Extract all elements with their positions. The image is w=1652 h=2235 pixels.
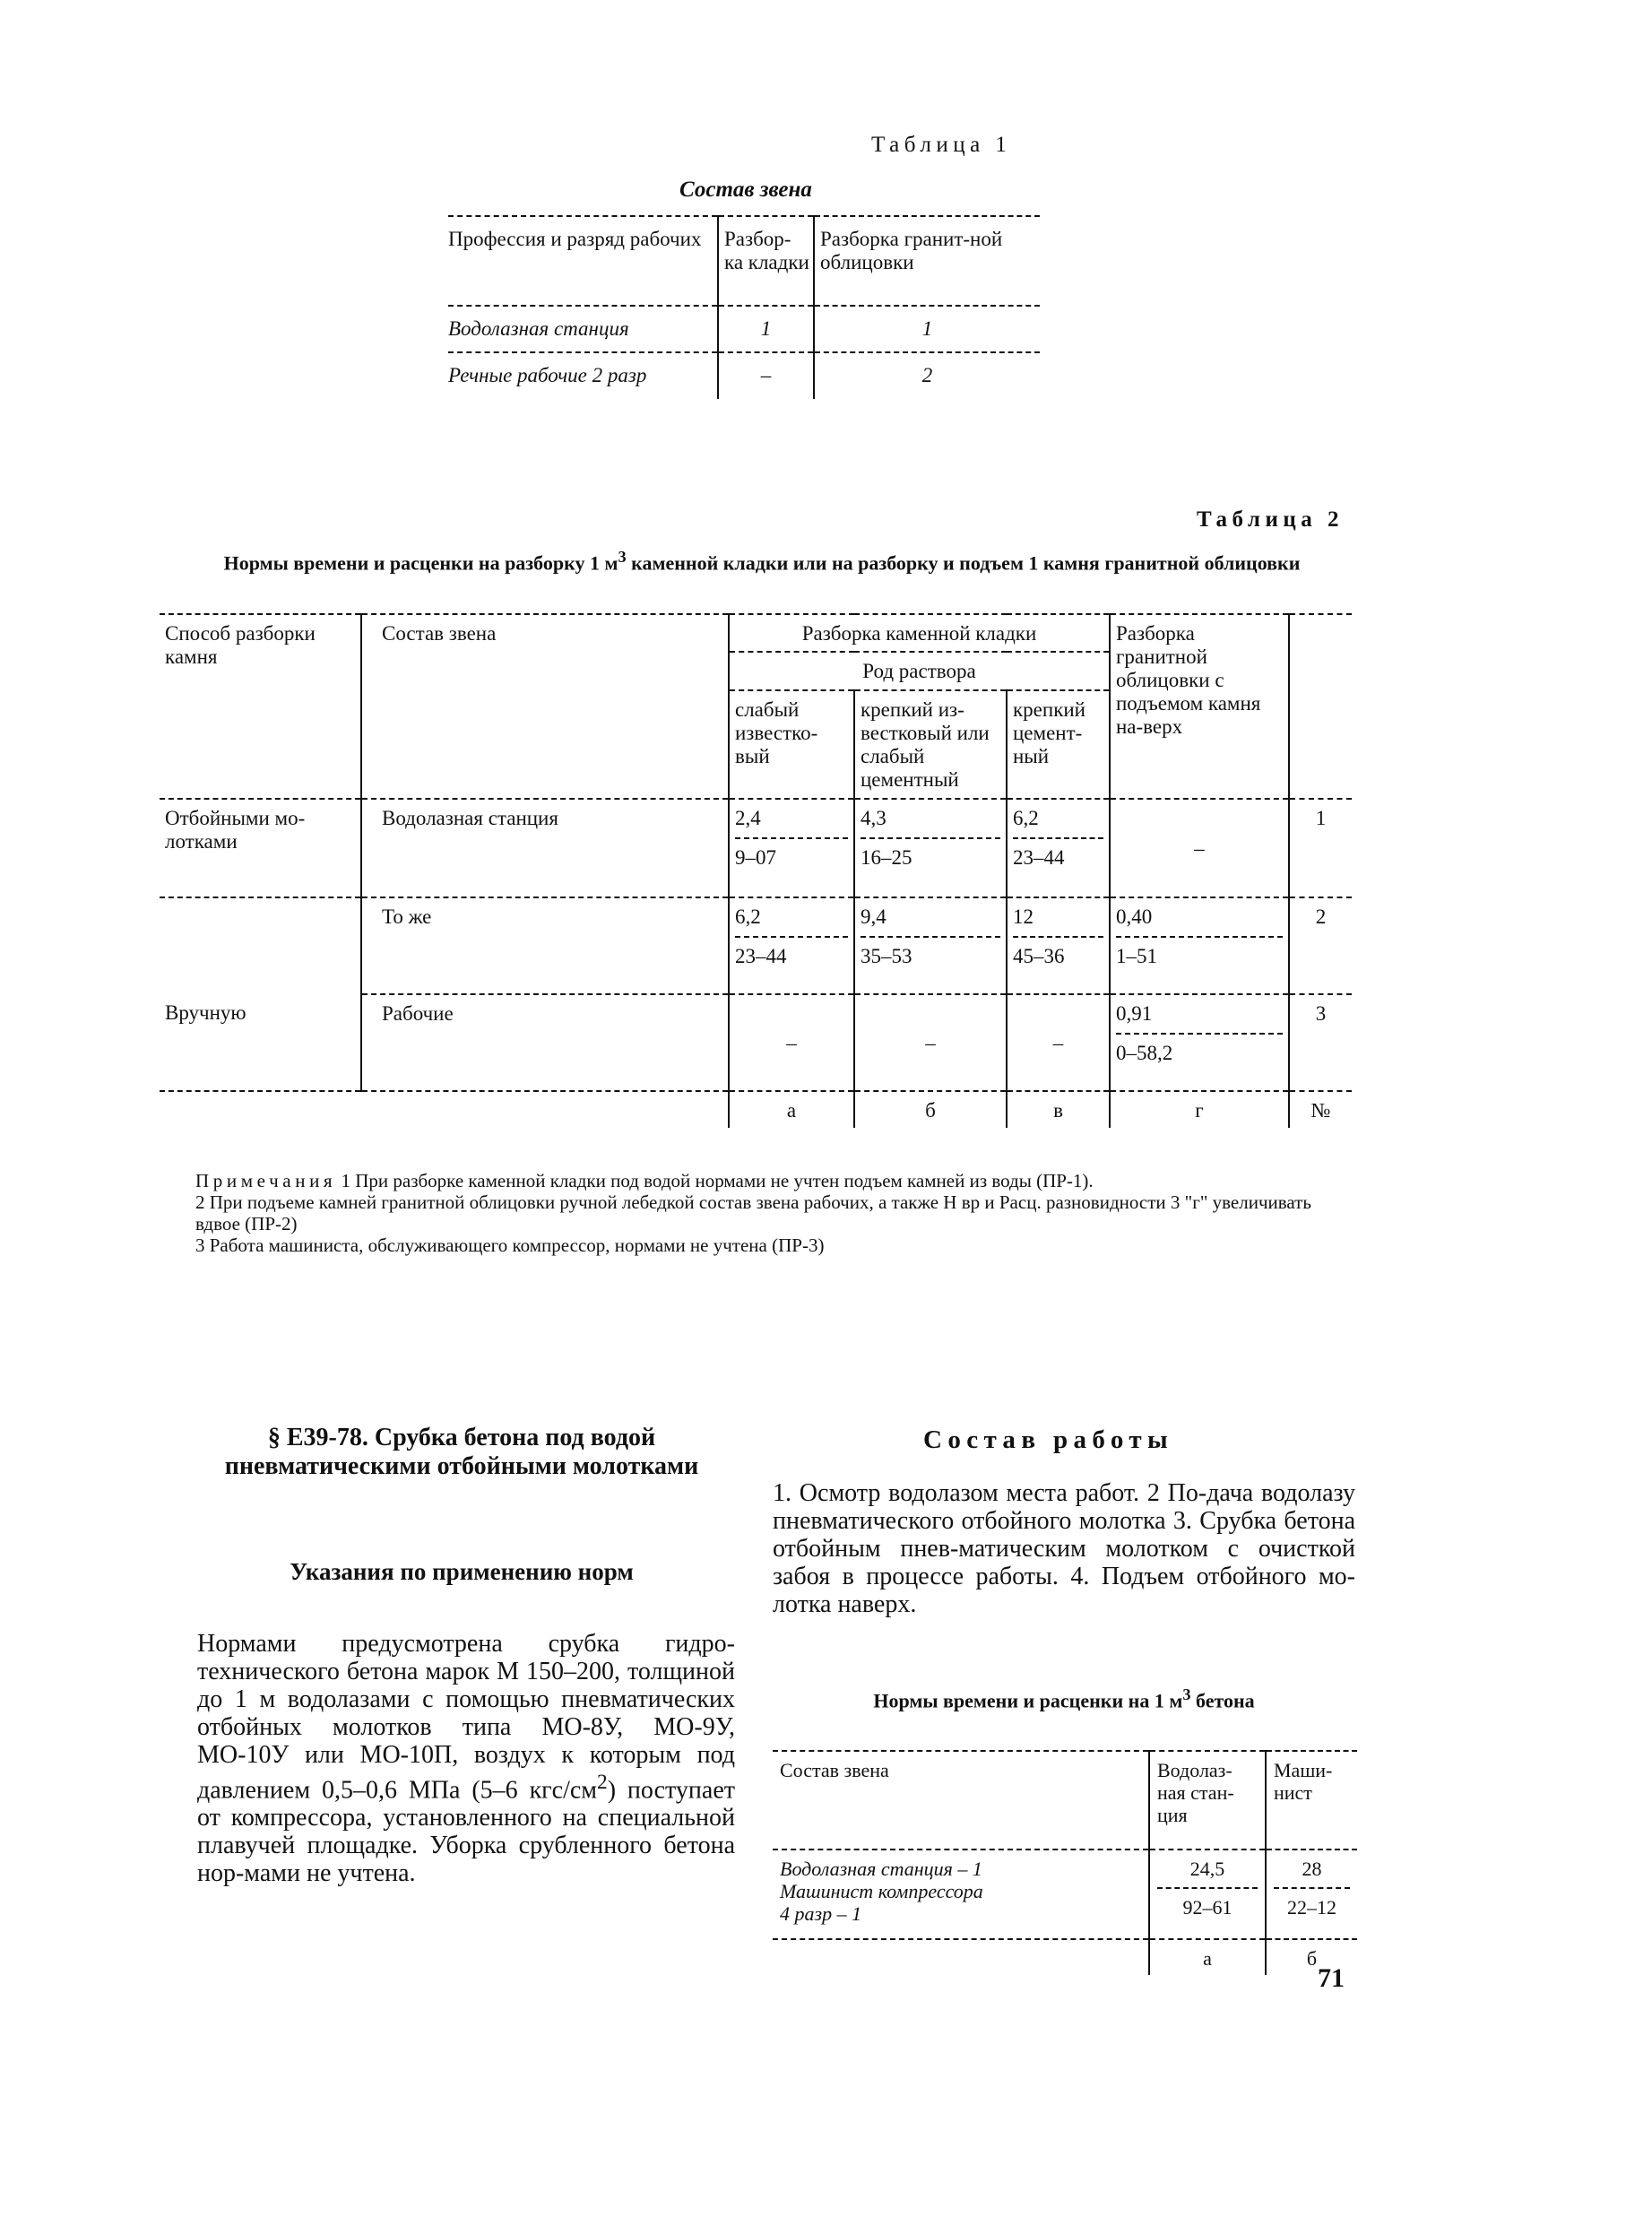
table2-header-strong-cement: крепкий цемент-ный — [1007, 690, 1110, 799]
table2-row1-c: 6,2 23–44 — [1007, 799, 1110, 897]
table2-row3-g: 0,91 0–58,2 — [1110, 994, 1289, 1091]
table3-footer-b: б — [1266, 1939, 1357, 1975]
table2 — [160, 613, 1352, 1128]
table3-title: Нормы времени и расценки на 1 $м^3$ бетона — [873, 1685, 1255, 1712]
table2-header-granite: Разборка гранитной облицовки с подъемом камня на-верх — [1110, 614, 1289, 799]
table2-row1-g: – — [1110, 799, 1289, 897]
table2-row3-crew: Рабочие — [361, 994, 729, 1091]
table2-notes — [195, 1170, 1352, 1256]
table2-header-weak-lime: слабый известко-вый — [729, 690, 854, 799]
table2-header-crew: Состав звена — [361, 614, 729, 799]
table2-row2-crew: То же — [361, 897, 729, 994]
table1-title: Состав звена — [679, 178, 812, 202]
table2-row3-b: – — [854, 994, 1007, 1091]
table2-row1-crew: Водолазная станция — [361, 799, 729, 897]
guidelines-text: Нормами предусмотрена срубка гидро-технического бетона марок М 150–200, толщиной до 1 м водолазами с помощью пневматических отбойных молотков типа МО-8У, МО-9У, МО-10У или МО-10П, воздух к которым под давлением 0,5–0,6 МПа (5–6 кгс/$см^2$) поступает от компрессора, установленного на специальной плавучей площадке. Уборка срубленного бетона нор-мами не учтена. — [197, 1630, 735, 1888]
work-composition-text: 1. Осмотр водолазом места работ. 2 По-дача водолазу пневматического отбойного молотка 3. Срубка бетона отбойным пнев-матическим молотком с очисткой забоя в процессе работы. 4. Подъем отбойного мо-лотка наверх. — [773, 1479, 1355, 1618]
note-1: Примечания 1 При разборке каменной кладки под водой нормами не учтен подъем камней из воды (ПР-1). — [195, 1170, 1094, 1191]
table2-header-strong-lime: крепкий из-вестковый или слабый цементный — [854, 690, 1007, 799]
table3-machinist-value: 28 22–12 — [1266, 1850, 1357, 1939]
table2-row2-a: 6,2 23–44 — [729, 897, 854, 994]
table2-footer-a: а — [729, 1091, 854, 1128]
section-title: § Е39-78. Срубка бетона под водой пневматическими отбойными молотками — [224, 1424, 699, 1480]
table3-diver-value: 24,5 92–61 — [1149, 1850, 1266, 1939]
table1 — [448, 215, 1040, 399]
table2-row2-c: 12 45–36 — [1007, 897, 1110, 994]
table1-row1-masonry: 1 — [718, 306, 814, 352]
note-3: 3 Работа машиниста, обслуживающего компрессор, нормами не учтена (ПР-3) — [195, 1234, 825, 1256]
table2-row1-method: Отбойными мо-лотками — [160, 799, 361, 897]
table2-row3-c: – — [1007, 994, 1110, 1091]
table2-row3-a: – — [729, 994, 854, 1091]
table2-footer-num: № — [1289, 1091, 1352, 1128]
table2-caption: Таблица 2 — [1197, 507, 1345, 532]
table1-header-masonry: Разбор-ка кладки — [718, 216, 814, 306]
table1-row1-crew: Водолазная станция — [448, 306, 718, 352]
table1-caption: Таблица 1 — [871, 133, 1012, 157]
table2-row2-num: 2 — [1289, 897, 1352, 994]
table2-row2-b: 9,4 35–53 — [854, 897, 1007, 994]
work-composition-title: Состав работы — [923, 1425, 1174, 1454]
table3 — [773, 1750, 1357, 1975]
table3-footer-a: а — [1149, 1939, 1266, 1975]
table2-footer-g: г — [1110, 1091, 1289, 1128]
table2-title: Нормы времени и расценки на разборку 1 $м^3$ каменной кладки или на разборку и подъем 1 камня гранитной облицовки — [223, 548, 1301, 575]
table2-footer-b: б — [854, 1091, 1007, 1128]
table2-header-mortar: Род раствора — [729, 652, 1110, 689]
table2-row2-method — [160, 897, 361, 994]
table2-row1-b: 4,3 16–25 — [854, 799, 1007, 897]
guidelines-title: Указания по применению норм — [290, 1558, 634, 1585]
page-number: 71 — [1318, 1963, 1345, 1993]
table2-row3-num: 3 — [1289, 994, 1352, 1091]
table2-row1-num: 1 — [1289, 799, 1352, 897]
table1-row2-crew: Речные рабочие 2 разр — [448, 352, 718, 399]
table1-row2-masonry: – — [718, 352, 814, 399]
table3-header-machinist: Маши-нист — [1266, 1751, 1357, 1850]
table2-header-method: Способ разборки камня — [160, 614, 361, 799]
table1-row2-granite: 2 — [814, 352, 1040, 399]
table1-header-profession: Профессия и разряд рабочих — [448, 216, 718, 306]
table3-header-diver: Водолаз-ная стан-ция — [1149, 1751, 1266, 1850]
table1-header-granite: Разборка гранит-ной облицовки — [814, 216, 1040, 306]
table2-row2-g: 0,40 1–51 — [1110, 897, 1289, 994]
table2-header-masonry: Разборка каменной кладки — [729, 614, 1110, 652]
note-2: 2 При подъеме камней гранитной облицовки ручной лебедкой состав звена рабочих, а также Н вр и Расц. разновидности 3 "г" увеличивать вдвое (ПР-2) — [195, 1191, 1311, 1234]
table3-header-crew: Состав звена — [773, 1751, 1149, 1850]
table2-row3-method: Вручную — [165, 1001, 247, 1024]
table2-footer-c: в — [1007, 1091, 1110, 1128]
table2-row1-a: 2,4 9–07 — [729, 799, 854, 897]
table1-row1-granite: 1 — [814, 306, 1040, 352]
table3-crew: Водолазная станция – 1 Машинист компрессора 4 разр – 1 — [773, 1850, 1149, 1939]
